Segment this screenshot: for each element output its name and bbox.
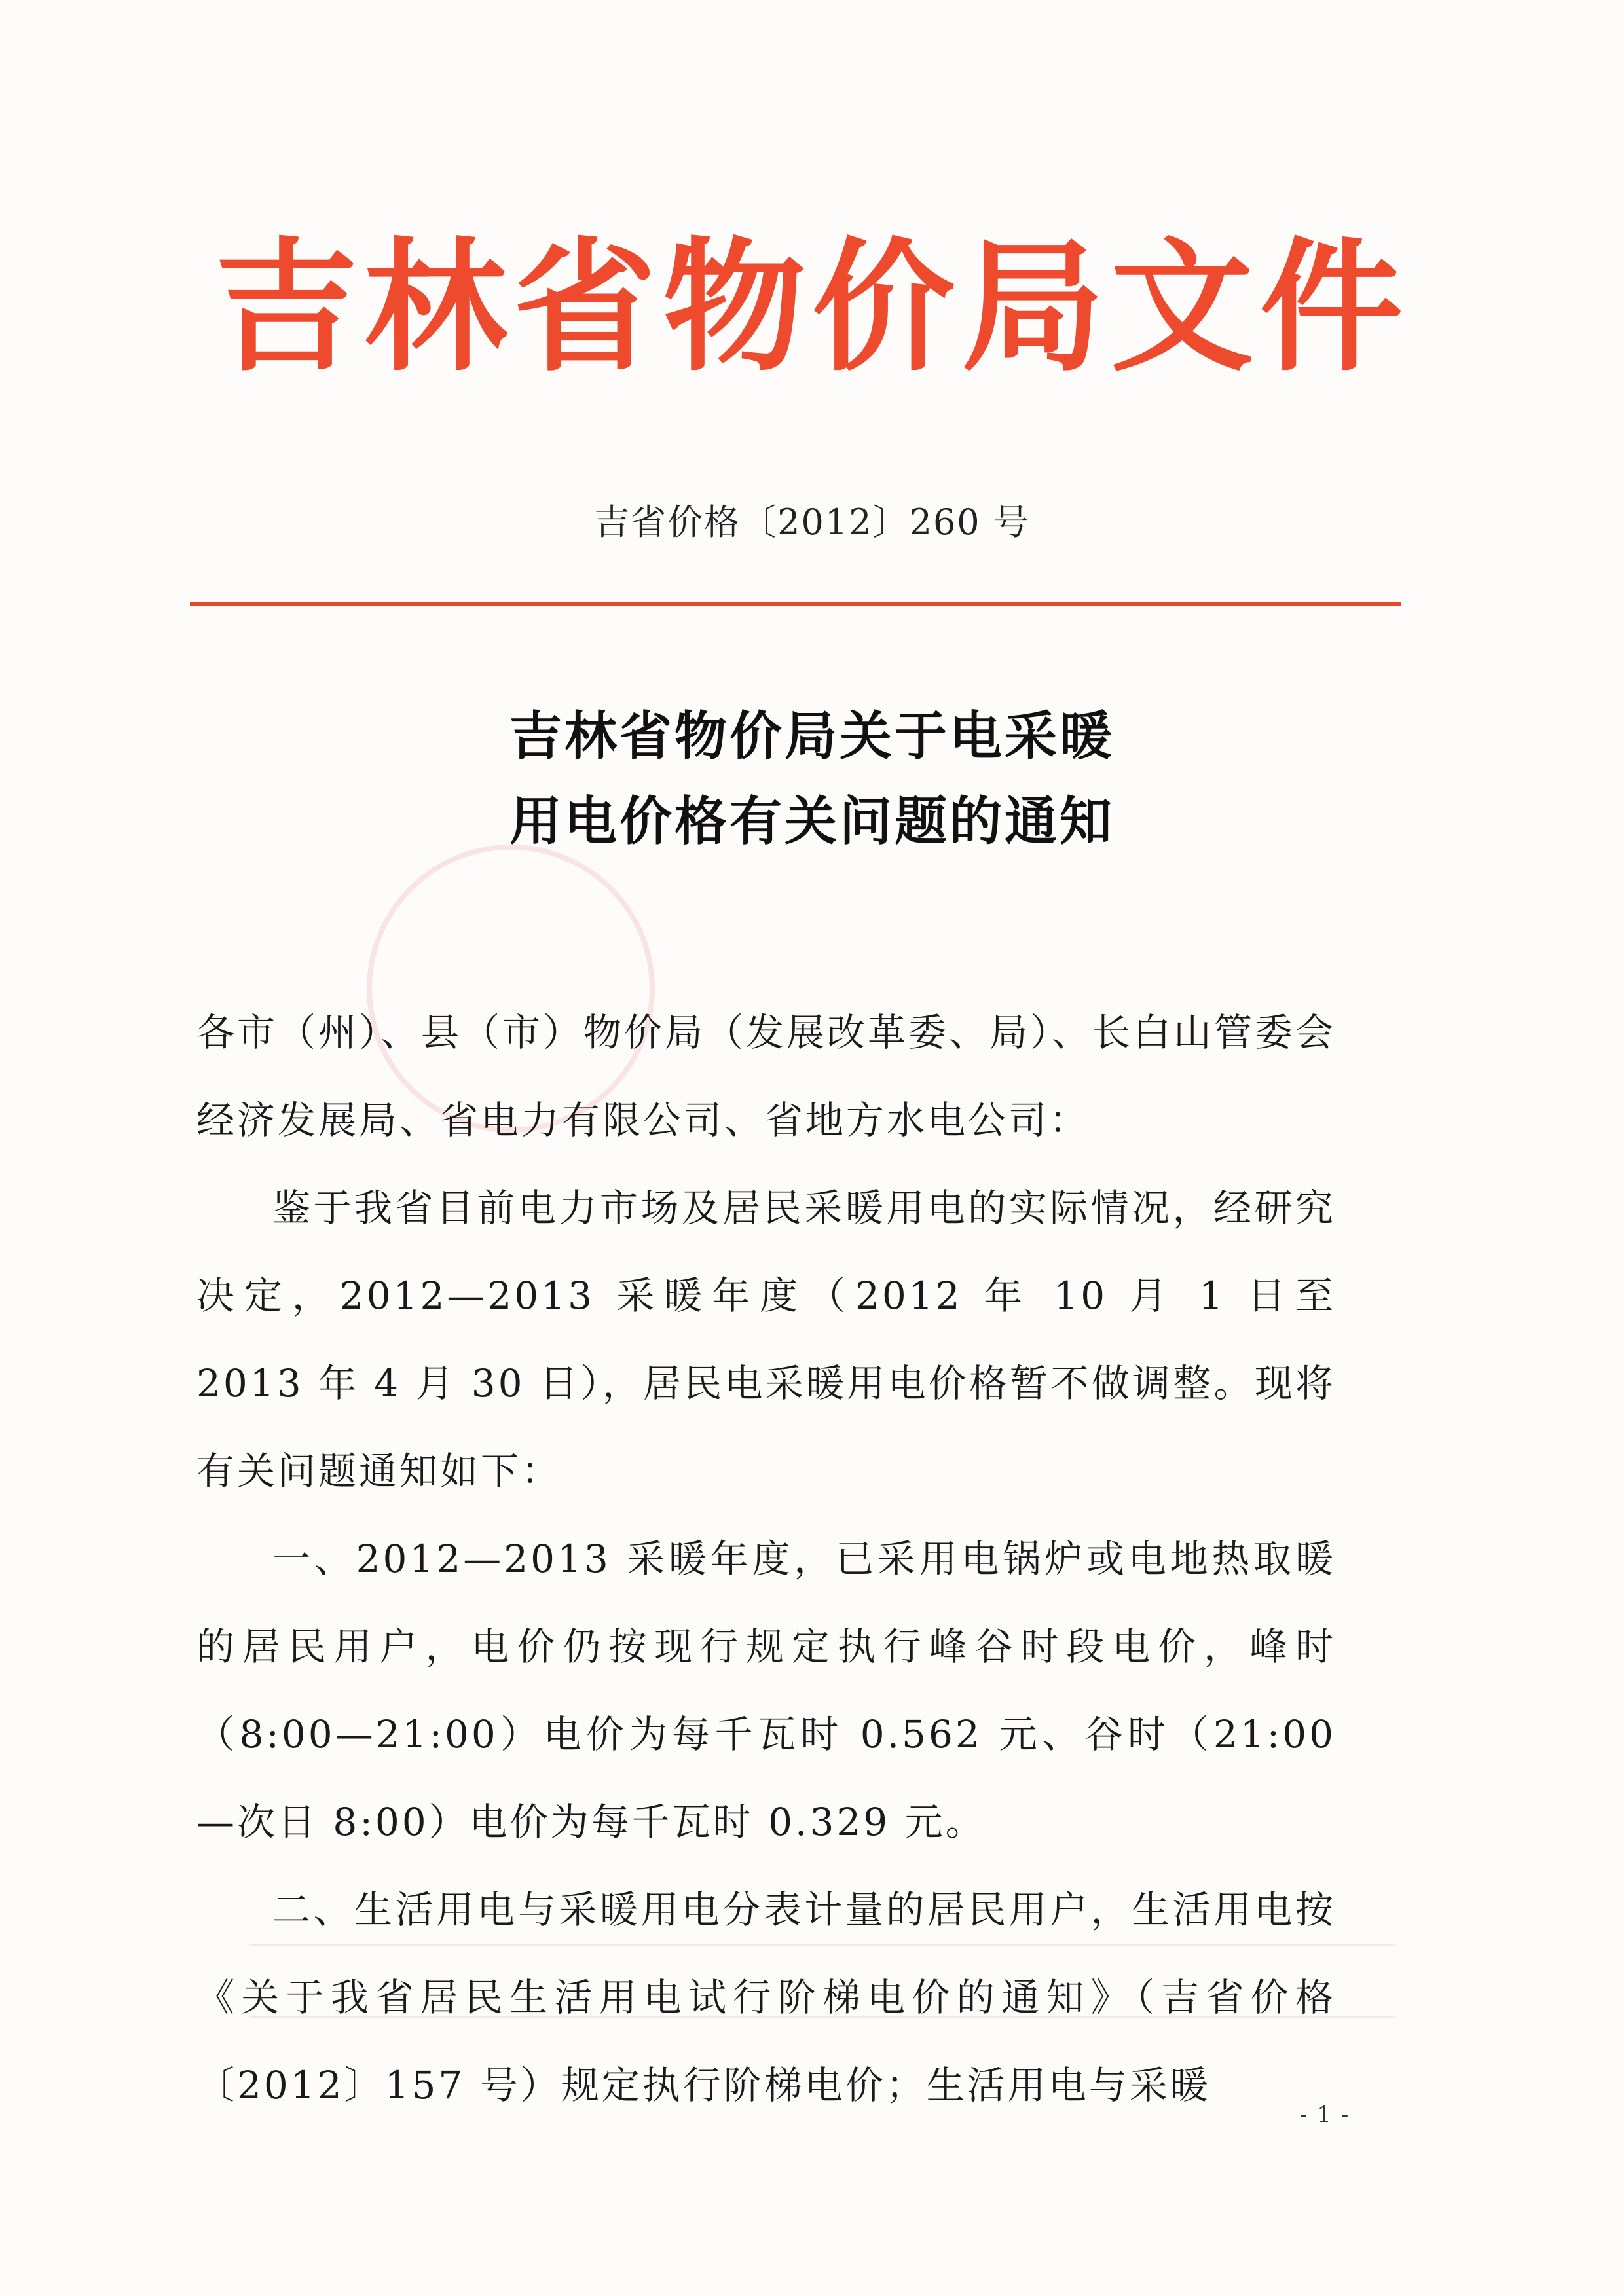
recipients-paragraph: 各市（州）、县（市）物价局（发展改革委、局）、长白山管委会经济发展局、省电力有限公司、省地方水电公司： [196, 1010, 1337, 1142]
item-one-paragraph: 一、2012—2013 采暖年度，已采用电锅炉或电地热取暖的居民用户，电价仍按现行规定执行峰谷时段电价，峰时（8:00—21:00）电价为每千瓦时 0.562 元、谷时（21:00—次日 8:00）电价为每千瓦时 0.329 元。 [196, 1537, 1336, 1844]
notice-title-line-2: 用电价格有关问题的通知 [509, 791, 1115, 852]
item-two-paragraph: 二、生活用电与采暖用电分表计量的居民用户，生活用电按《关于我省居民生活用电试行阶梯电价的通知》（吉省价格〔2012〕157 号）规定执行阶梯电价；生活用电与采暖 [196, 1887, 1336, 2107]
notice-body [196, 989, 1336, 2129]
page-number: - 1 - [1300, 2102, 1350, 2128]
document-number: 吉省价格〔2012〕260 号 [594, 501, 1030, 543]
notice-title-line-1: 吉林省物价局关于电采暖 [509, 706, 1115, 767]
red-separator-rule [190, 602, 1401, 606]
notice-title [0, 694, 1624, 864]
issuer-header-title: 吉林省物价局文件 [215, 223, 1409, 391]
intro-paragraph: 鉴于我省目前电力市场及居民采暖用电的实际情况，经研究决定，2012—2013 采暖年度（2012 年 10 月 1 日至 2013 年 4 月 30 日），居民电采暖用电价格暂不做调整。现将有关问题通知如下： [196, 1186, 1336, 1493]
